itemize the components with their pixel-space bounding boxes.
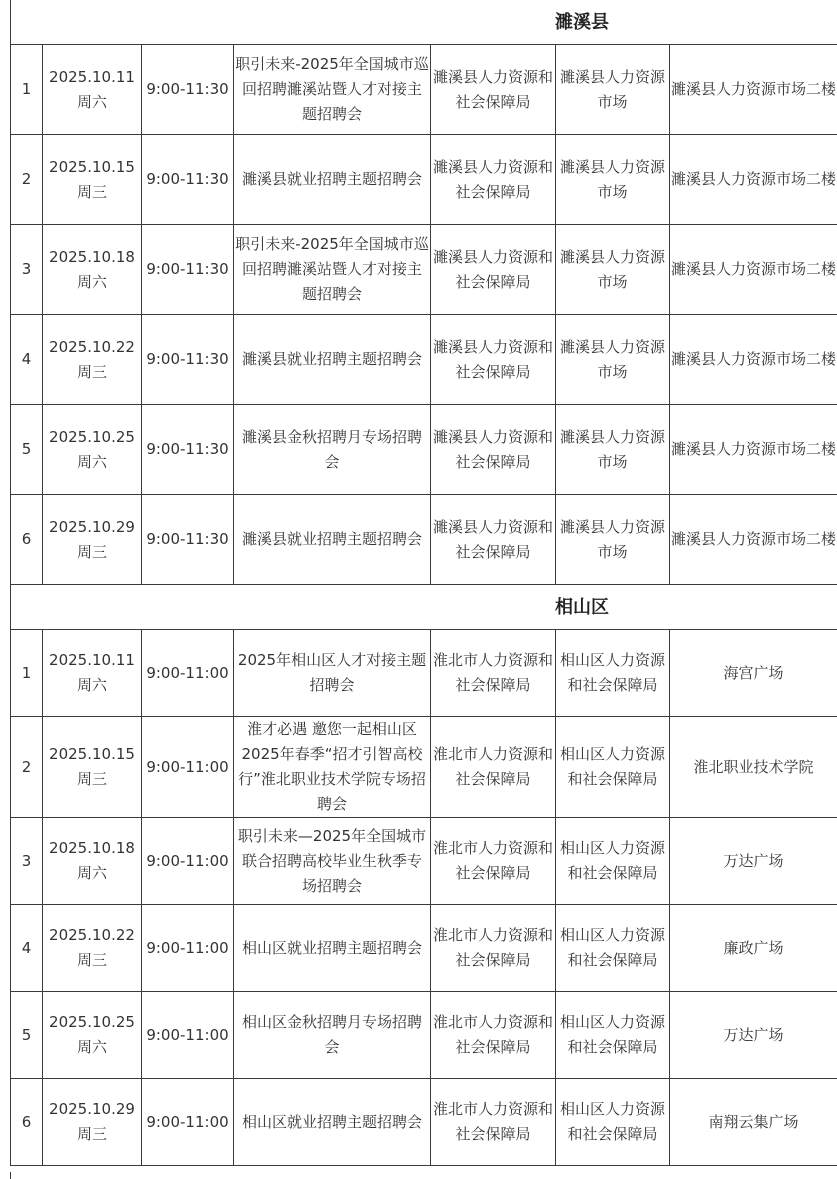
cell-organizer: 濉溪县人力资源和社会保障局	[431, 495, 556, 585]
cell-no: 6	[11, 1079, 43, 1166]
cell-undertaker: 相山区人力资源和社会保障局	[556, 717, 670, 818]
date-text: 2025.10.22	[49, 337, 135, 356]
cell-no: 2	[11, 135, 43, 225]
cell-no: 1	[11, 630, 43, 717]
weekday-text: 周三	[76, 1125, 107, 1143]
cell-event-name: 相山区就业招聘主题招聘会	[234, 1079, 431, 1166]
cell-event-name: 淮才必遇 邀您一起相山区2025年春季“招才引智高校行”淮北职业技术学院专场招聘会	[234, 717, 431, 818]
cell-date	[43, 992, 142, 1079]
cell-venue: 濉溪县人力资源市场二楼	[670, 315, 837, 405]
cell-organizer: 淮北市人力资源和社会保障局	[431, 717, 556, 818]
date-text: 2025.10.29	[49, 517, 135, 536]
cell-date	[43, 135, 142, 225]
date-text: 2025.10.18	[49, 839, 135, 857]
cell-no: 5	[11, 405, 43, 495]
cell-date	[43, 225, 142, 315]
cell-date	[43, 315, 142, 405]
cell-venue: 濉溪县人力资源市场二楼	[670, 45, 837, 135]
weekday-text: 周三	[76, 362, 107, 381]
cell-undertaker: 濉溪县人力资源市场	[556, 45, 670, 135]
cell-no: 6	[11, 495, 43, 585]
table-row	[11, 225, 837, 315]
cell-no: 3	[11, 818, 43, 905]
cell-no: 4	[11, 315, 43, 405]
date-text: 2025.10.11	[49, 651, 135, 669]
cell-venue: 南翔云集广场	[670, 1079, 837, 1166]
cell-undertaker: 相山区人力资源和社会保障局	[556, 992, 670, 1079]
date-text: 2025.10.25	[49, 1013, 135, 1031]
cell-time: 9:00-11:00	[142, 630, 234, 717]
table-row	[11, 45, 837, 135]
cell-event-name: 濉溪县就业招聘主题招聘会	[234, 495, 431, 585]
cell-event-name: 濉溪县就业招聘主题招聘会	[234, 315, 431, 405]
cell-time: 9:00-11:30	[142, 45, 234, 135]
table-row	[11, 992, 837, 1079]
cell-undertaker: 相山区人力资源和社会保障局	[556, 905, 670, 992]
cell-organizer: 淮北市人力资源和社会保障局	[431, 818, 556, 905]
cell-venue: 淮北职业技术学院	[670, 717, 837, 818]
cell-venue: 濉溪县人力资源市场二楼	[670, 225, 837, 315]
cell-venue: 廉政广场	[670, 905, 837, 992]
cell-date	[43, 495, 142, 585]
weekday-text: 周六	[76, 92, 107, 111]
cell-organizer: 濉溪县人力资源和社会保障局	[431, 405, 556, 495]
section-title: 相山区	[11, 585, 837, 630]
cell-time: 9:00-11:30	[142, 315, 234, 405]
cell-venue: 万达广场	[670, 992, 837, 1079]
date-text: 2025.10.25	[49, 427, 135, 446]
cell-organizer: 淮北市人力资源和社会保障局	[431, 905, 556, 992]
date-text: 2025.10.11	[49, 67, 135, 86]
table-row	[11, 630, 837, 717]
cell-organizer: 淮北市人力资源和社会保障局	[431, 992, 556, 1079]
cell-no: 5	[11, 992, 43, 1079]
cell-event-name: 相山区金秋招聘月专场招聘会	[234, 992, 431, 1079]
cell-venue: 濉溪县人力资源市场二楼	[670, 135, 837, 225]
cell-venue: 濉溪县人力资源市场二楼	[670, 495, 837, 585]
cell-event-name: 濉溪县金秋招聘月专场招聘会	[234, 405, 431, 495]
weekday-text: 周六	[76, 452, 107, 471]
cell-undertaker: 濉溪县人力资源市场	[556, 225, 670, 315]
weekday-text: 周三	[76, 542, 107, 561]
cell-time: 9:00-11:00	[142, 818, 234, 905]
section-header-row	[11, 585, 837, 630]
section-title: 濉溪县	[11, 0, 837, 45]
date-text: 2025.10.18	[49, 247, 135, 266]
cell-event-name: 2025年相山区人才对接主题招聘会	[234, 630, 431, 717]
weekday-text: 周三	[76, 951, 107, 969]
weekday-text: 周三	[76, 182, 107, 201]
cell-undertaker: 相山区人力资源和社会保障局	[556, 630, 670, 717]
weekday-text: 周六	[76, 676, 107, 694]
cell-date	[43, 818, 142, 905]
cell-no: 4	[11, 905, 43, 992]
date-text: 2025.10.15	[49, 745, 135, 763]
weekday-text: 周三	[76, 770, 107, 788]
date-text: 2025.10.22	[49, 926, 135, 944]
cell-organizer: 淮北市人力资源和社会保障局	[431, 630, 556, 717]
cell-undertaker: 濉溪县人力资源市场	[556, 315, 670, 405]
cell-date	[43, 905, 142, 992]
date-text: 2025.10.15	[49, 157, 135, 176]
cell-time: 9:00-11:30	[142, 495, 234, 585]
cell-event-name: 相山区就业招聘主题招聘会	[234, 905, 431, 992]
cell-event-name: 职引未来-2025年全国城市巡回招聘濉溪站暨人才对接主题招聘会	[234, 225, 431, 315]
cell-event-name: 濉溪县就业招聘主题招聘会	[234, 135, 431, 225]
cell-no: 3	[11, 225, 43, 315]
cell-venue: 万达广场	[670, 818, 837, 905]
cell-time: 9:00-11:00	[142, 1079, 234, 1166]
cell-venue: 濉溪县人力资源市场二楼	[670, 405, 837, 495]
cell-time: 9:00-11:30	[142, 225, 234, 315]
cell-date	[43, 717, 142, 818]
cell-event-name: 职引未来—2025年全国城市联合招聘高校毕业生秋季专场招聘会	[234, 818, 431, 905]
cell-no: 2	[11, 717, 43, 818]
cell-date	[43, 630, 142, 717]
cell-organizer: 濉溪县人力资源和社会保障局	[431, 135, 556, 225]
table-row	[11, 717, 837, 818]
cell-time: 9:00-11:00	[142, 992, 234, 1079]
date-text: 2025.10.29	[49, 1100, 135, 1118]
cell-no: 1	[11, 45, 43, 135]
cell-time: 9:00-11:30	[142, 135, 234, 225]
cell-time: 9:00-11:00	[142, 905, 234, 992]
cell-event-name: 职引未来-2025年全国城市巡回招聘濉溪站暨人才对接主题招聘会	[234, 45, 431, 135]
cell-undertaker: 相山区人力资源和社会保障局	[556, 1079, 670, 1166]
table-border-fragment	[10, 1172, 11, 1179]
cell-date	[43, 1079, 142, 1166]
cell-organizer: 濉溪县人力资源和社会保障局	[431, 45, 556, 135]
weekday-text: 周六	[76, 1038, 107, 1056]
cell-venue: 海宫广场	[670, 630, 837, 717]
table-row	[11, 1079, 837, 1166]
cell-organizer: 濉溪县人力资源和社会保障局	[431, 225, 556, 315]
cell-date	[43, 405, 142, 495]
weekday-text: 周六	[76, 272, 107, 291]
table-row	[11, 405, 837, 495]
cell-undertaker: 相山区人力资源和社会保障局	[556, 818, 670, 905]
cell-undertaker: 濉溪县人力资源市场	[556, 135, 670, 225]
table-row	[11, 905, 837, 992]
cell-organizer: 濉溪县人力资源和社会保障局	[431, 315, 556, 405]
job-fair-schedule-table	[10, 0, 837, 1166]
table-row	[11, 818, 837, 905]
cell-undertaker: 濉溪县人力资源市场	[556, 405, 670, 495]
cell-time: 9:00-11:00	[142, 717, 234, 818]
cell-undertaker: 濉溪县人力资源市场	[556, 495, 670, 585]
weekday-text: 周六	[76, 864, 107, 882]
cell-time: 9:00-11:30	[142, 405, 234, 495]
table-row	[11, 495, 837, 585]
cell-organizer: 淮北市人力资源和社会保障局	[431, 1079, 556, 1166]
table-row	[11, 315, 837, 405]
table-row	[11, 135, 837, 225]
section-header-row	[11, 0, 837, 45]
cell-date	[43, 45, 142, 135]
